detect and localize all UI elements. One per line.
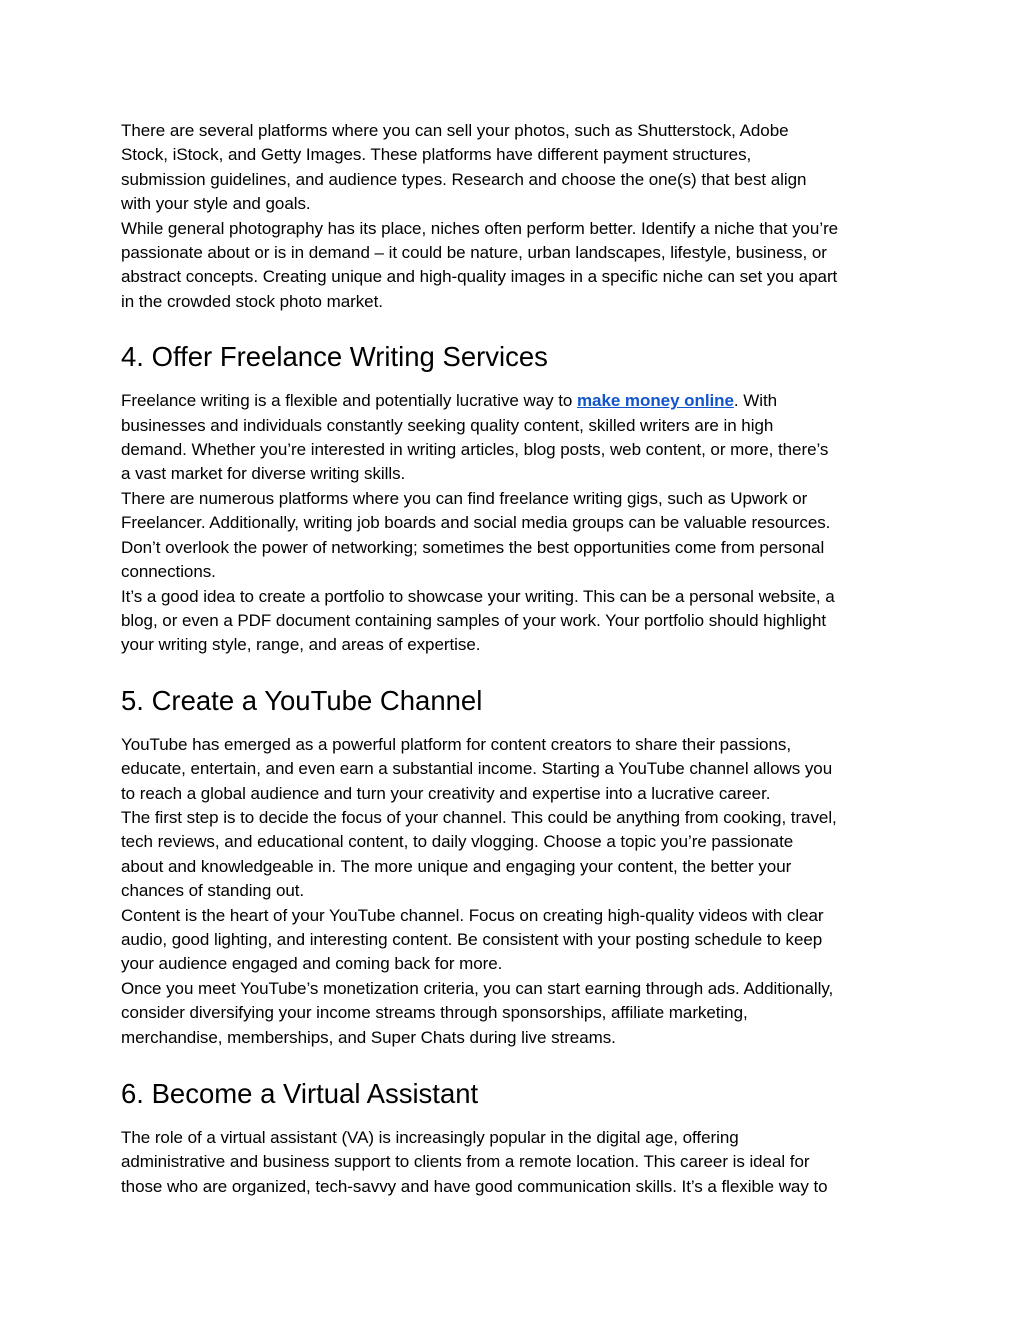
text-line: tech reviews, and educational content, to daily vlogging. Choose a topic you’re passionate bbox=[121, 832, 794, 852]
text-line: your audience engaged and coming back for more. bbox=[121, 954, 503, 974]
text-fragment: Freelance writing is a flexible and potentially lucrative way to bbox=[121, 391, 577, 411]
text-line: YouTube has emerged as a powerful platform for content creators to share their passions, bbox=[121, 734, 791, 754]
text-line: with your style and goals. bbox=[121, 194, 311, 214]
paragraph-freelance-platforms bbox=[121, 487, 911, 585]
paragraph-freelance-intro bbox=[121, 389, 911, 487]
text-line: consider diversifying your income streams through sponsorships, affiliate marketing, bbox=[121, 1003, 748, 1023]
text-line: submission guidelines, and audience types. Research and choose the one(s) that best align bbox=[121, 169, 807, 189]
text-line: a vast market for diverse writing skills. bbox=[121, 464, 406, 484]
text-line bbox=[121, 389, 911, 413]
text-line: The role of a virtual assistant (VA) is increasingly popular in the digital age, offering bbox=[121, 1128, 739, 1147]
text-line: passionate about or is in demand – it could be nature, urban landscapes, lifestyle, business, or bbox=[121, 243, 827, 263]
heading-freelance-writing: 4. Offer Freelance Writing Services bbox=[121, 341, 548, 373]
text-line: merchandise, memberships, and Super Chats during live streams. bbox=[121, 1027, 616, 1047]
paragraph-youtube-monetization bbox=[121, 977, 911, 1050]
text-fragment: . With bbox=[733, 391, 778, 411]
text-line: those who are organized, tech-savvy and have good communication skills. It’s a flexible way to bbox=[121, 1176, 828, 1196]
text-line: educate, entertain, and even earn a substantial income. Starting a YouTube channel allows you bbox=[121, 759, 833, 779]
text-line: Freelancer. Additionally, writing job boards and social media groups can be valuable resources. bbox=[121, 513, 831, 533]
text-line: Content is the heart of your YouTube channel. Focus on creating high-quality videos with clear bbox=[121, 905, 824, 925]
text-line: chances of standing out. bbox=[121, 881, 305, 901]
make-money-online-link[interactable]: make money online bbox=[576, 391, 734, 411]
document-page bbox=[121, 119, 911, 1199]
text-line: Stock, iStock, and Getty Images. These platforms have different payment structures, bbox=[121, 145, 752, 165]
heading-virtual-assistant: 6. Become a Virtual Assistant bbox=[121, 1078, 479, 1109]
text-line: about and knowledgeable in. The more unique and engaging your content, the better your bbox=[121, 856, 792, 876]
text-line: While general photography has its place, niches often perform better. Identify a niche that you’re bbox=[121, 218, 839, 238]
paragraph-youtube-content bbox=[121, 904, 911, 977]
paragraph-virtual-assistant-intro bbox=[121, 1126, 911, 1199]
paragraph-freelance-portfolio bbox=[121, 585, 911, 658]
text-line: businesses and individuals constantly seeking quality content, skilled writers are in high bbox=[121, 415, 774, 435]
text-line: There are numerous platforms where you can find freelance writing gigs, such as Upwork or bbox=[121, 488, 808, 508]
text-line: audio, good lighting, and interesting content. Be consistent with your posting schedule to keep bbox=[121, 929, 823, 949]
text-line: demand. Whether you’re interested in writing articles, blog posts, web content, or more, there’s bbox=[121, 440, 829, 460]
paragraph-youtube-intro bbox=[121, 733, 911, 806]
text-line: administrative and business support to clients from a remote location. This career is ideal for bbox=[121, 1152, 810, 1172]
heading-youtube-channel: 5. Create a YouTube Channel bbox=[121, 684, 483, 716]
text-line: It’s a good idea to create a portfolio to showcase your writing. This can be a personal website, a bbox=[121, 586, 835, 606]
text-line: Don’t overlook the power of networking; sometimes the best opportunities come from personal bbox=[121, 537, 825, 557]
text-line: to reach a global audience and turn your creativity and expertise into a lucrative career. bbox=[121, 783, 771, 803]
text-line: blog, or even a PDF document containing samples of your work. Your portfolio should highlight bbox=[121, 610, 827, 630]
text-line: your writing style, range, and areas of expertise. bbox=[121, 635, 481, 655]
text-line: in the crowded stock photo market. bbox=[121, 291, 383, 311]
text-line: abstract concepts. Creating unique and high-quality images in a specific niche can set you apart bbox=[121, 267, 838, 287]
paragraph-photo-platforms bbox=[121, 119, 911, 217]
text-line: There are several platforms where you can sell your photos, such as Shutterstock, Adobe bbox=[121, 121, 789, 140]
text-line: connections. bbox=[121, 562, 216, 582]
text-line: The first step is to decide the focus of your channel. This could be anything from cooking, travel, bbox=[121, 807, 837, 827]
paragraph-photo-niche bbox=[121, 217, 911, 315]
paragraph-youtube-focus bbox=[121, 806, 911, 904]
text-line: Once you meet YouTube’s monetization criteria, you can start earning through ads. Additionally, bbox=[121, 978, 834, 998]
